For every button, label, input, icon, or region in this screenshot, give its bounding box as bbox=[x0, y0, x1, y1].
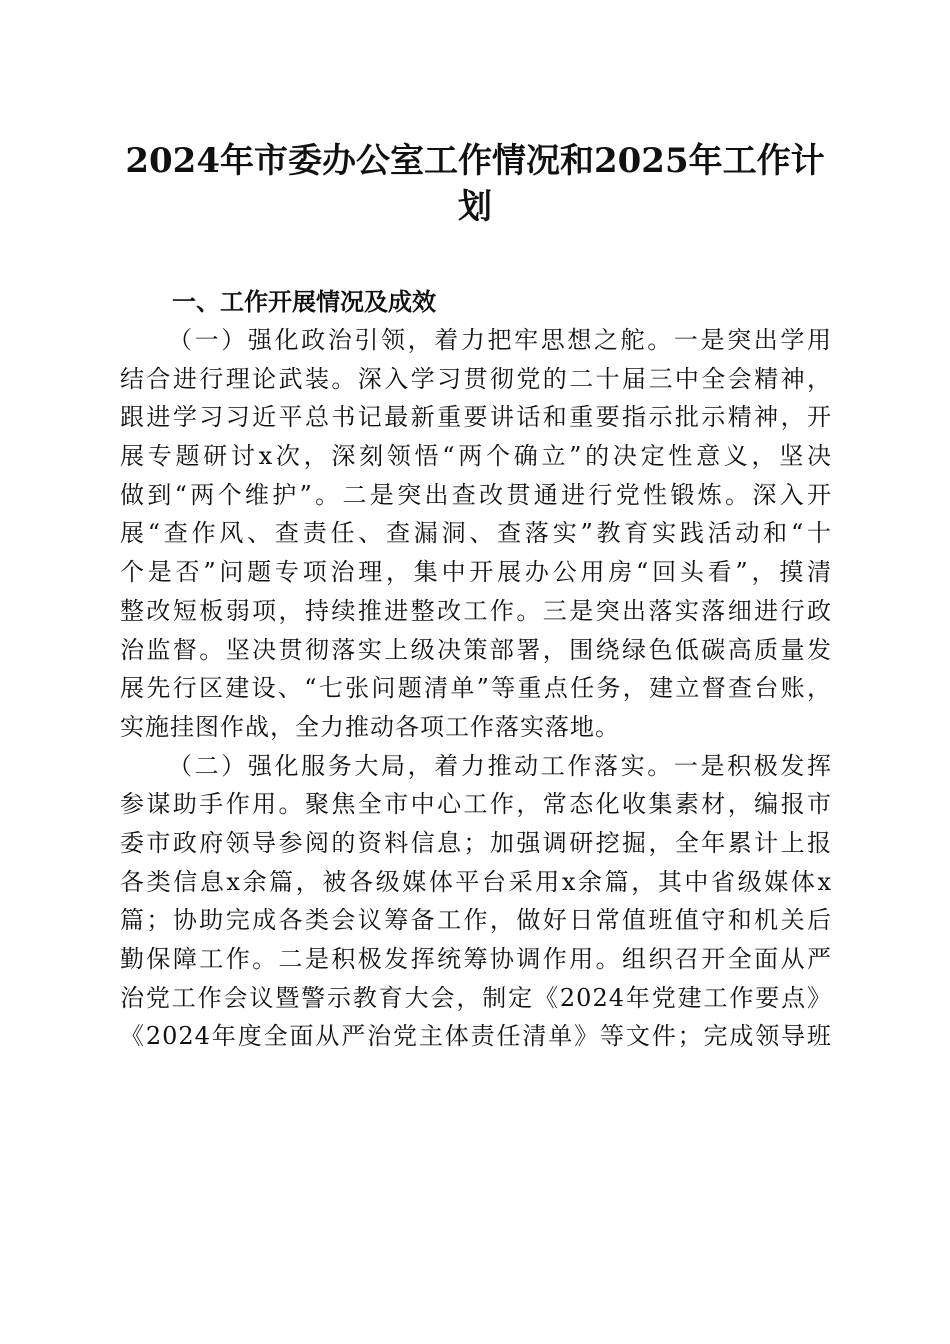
paragraph-line: 各类信息x余篇，被各级媒体平台采用x余篇，其中省级媒体x bbox=[120, 867, 832, 896]
paragraph-line: 治监督。坚决贯彻落实上级决策部署，围绕绿色低碳高质量发 bbox=[120, 635, 832, 664]
document-title bbox=[110, 138, 840, 230]
paragraph-line: 勤保障工作。二是积极发挥统筹协调作用。组织召开全面从严 bbox=[120, 945, 832, 973]
paragraph-line: 跟进学习习近平总书记最新重要讲话和重要指示批示精神，开 bbox=[120, 403, 832, 432]
paragraph-line: 篇；协助完成各类会议筹备工作，做好日常值班值守和机关后 bbox=[120, 906, 832, 935]
document-body bbox=[120, 283, 832, 1056]
paragraph-service-overall bbox=[120, 747, 832, 1057]
title-line-1: 2024年市委办公室工作情况和2025年工作计 bbox=[125, 141, 825, 181]
paragraph-line: 展“查作风、查责任、查漏洞、查落实”教育实践活动和“十 bbox=[120, 519, 832, 548]
paragraph-line: 实施挂图作战，全力推动各项工作落实落地。 bbox=[120, 712, 620, 741]
paragraph-line: 结合进行理论武装。深入学习贯彻党的二十届三中全会精神， bbox=[120, 364, 832, 393]
paragraph-political-guidance bbox=[120, 321, 832, 747]
section-heading: 一、工作开展情况及成效 bbox=[172, 288, 436, 316]
paragraph-line: （二）强化服务大局，着力推动工作落实。一是积极发挥 bbox=[168, 751, 832, 780]
paragraph-line: 展先行区建设、“七张问题清单”等重点任务，建立督查台账， bbox=[120, 674, 832, 703]
paragraph-line: 个是否”问题专项治理，集中开展办公用房“回头看”，摸清 bbox=[120, 558, 832, 587]
paragraph-line: 做到“两个维护”。二是突出查改贯通进行党性锻炼。深入开 bbox=[120, 480, 832, 509]
paragraph-line: （一）强化政治引领，着力把牢思想之舵。一是突出学用 bbox=[168, 326, 832, 354]
title-line-2: 划 bbox=[458, 187, 492, 227]
paragraph-line: 展专题研讨x次，深刻领悟“两个确立”的决定性意义，坚决 bbox=[120, 442, 832, 471]
paragraph-line: 委市政府领导参阅的资料信息；加强调研挖掘，全年累计上报 bbox=[120, 828, 832, 857]
paragraph-line: 治党工作会议暨警示教育大会，制定《2024年党建工作要点》 bbox=[120, 983, 832, 1012]
paragraph-line: 整改短板弱项，持续推进整改工作。三是突出落实落细进行政 bbox=[120, 596, 832, 625]
paragraph-line: 《2024年度全面从严治党主体责任清单》等文件；完成领导班 bbox=[120, 1022, 832, 1051]
paragraph-line: 参谋助手作用。聚焦全市中心工作，常态化收集素材，编报市 bbox=[120, 790, 832, 819]
